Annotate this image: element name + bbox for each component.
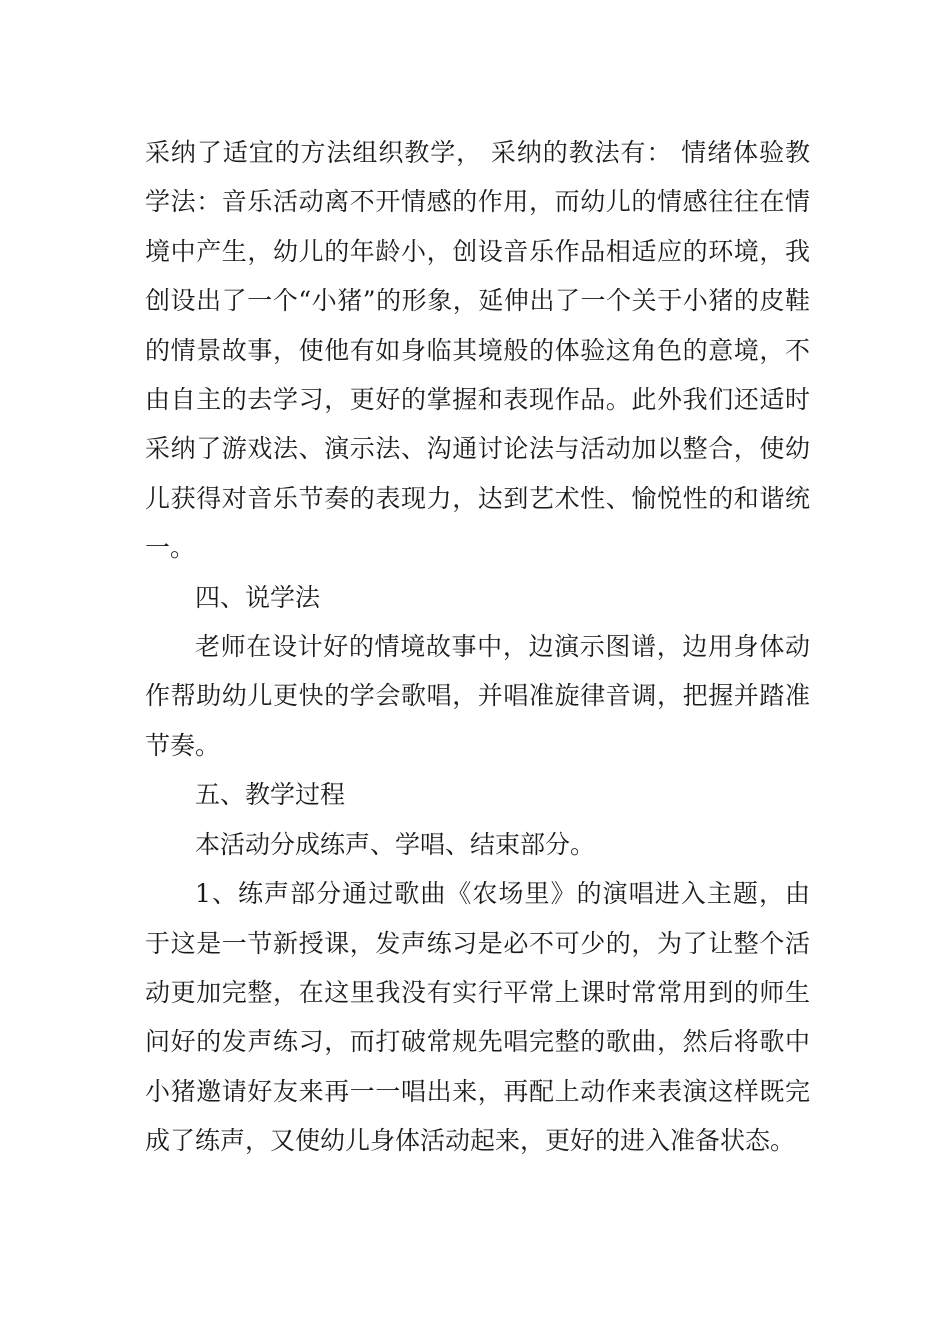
paragraph-teaching-methods: 采纳了适宜的方法组织教学， 采纳的教法有： 情绪体验教学法：音乐活动离不开情感的作用，而幼儿的情感往往在情境中产生，幼儿的年龄小，创设音乐作品相适应的环境，我创设出了一个“小猪”的形象，延伸出了一个关于小猪的皮鞋的情景故事，使他有如身临其境般的体验这角色的意境，不由自主的去学习，更好的掌握和表现作品。此外我们还适时采纳了游戏法、演示法、沟通讨论法与活动加以整合，使幼儿获得对音乐节奏的表现力，达到艺术性、愉悦性的和谐统一。	[145, 138, 810, 563]
section-heading-learning-methods: 四、说学法	[195, 582, 321, 612]
paragraph-learning-methods: 老师在设计好的情境故事中，边演示图谱，边用身体动作帮助幼儿更快的学会歌唱，并唱准旋律音调，把握并踏准节奏。	[145, 632, 810, 760]
document-body	[145, 128, 810, 1166]
paragraph-process-overview: 本活动分成练声、学唱、结束部分。	[195, 829, 596, 859]
section-heading-teaching-process: 五、教学过程	[195, 780, 346, 810]
paragraph-vocal-warmup: 1、练声部分通过歌曲《农场里》的演唱进入主题，由于这是一节新授课，发声练习是必不可少的，为了让整个活动更加完整，在这里我没有实行平常上课时常常用到的师生问好的发声练习，而打破常规先唱完整的歌曲，然后将歌中小猪邀请好友来再一一唱出来，再配上动作来表演这样既完成了练声，又使幼儿身体活动起来，更好的进入准备状态。	[145, 879, 810, 1156]
